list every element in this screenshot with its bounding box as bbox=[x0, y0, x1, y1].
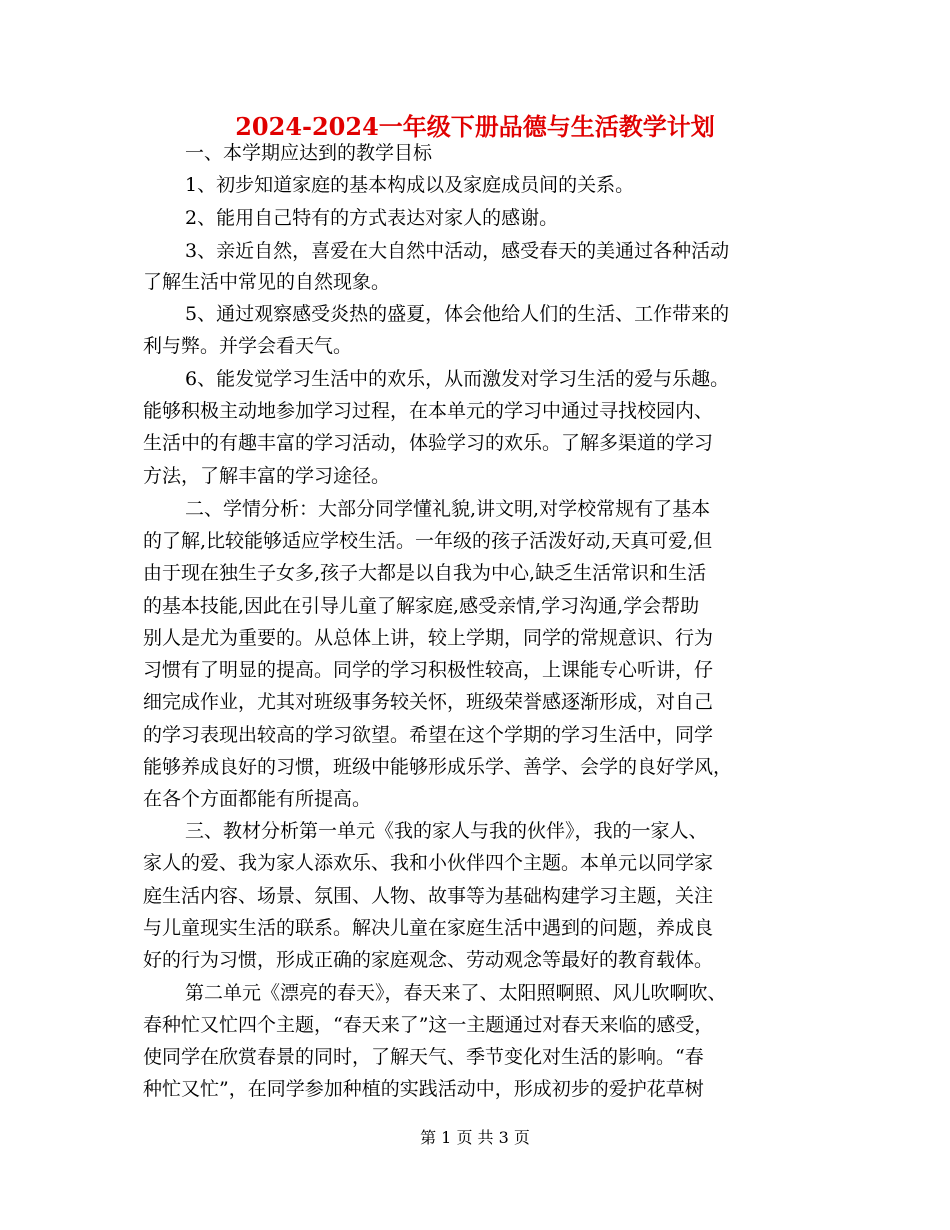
text-line: 的基本技能,因此在引导儿童了解家庭,感受亲情,学习沟通,学会帮助 bbox=[143, 595, 700, 617]
text-line: 生活中的有趣丰富的学习活动，体验学习的欢乐。了解多渠道的学习 bbox=[143, 432, 714, 454]
text-line: 能够积极主动地参加学习过程，在本单元的学习中通过寻找校园内、 bbox=[143, 400, 714, 422]
text-line: 方法，了解丰富的学习途径。 bbox=[143, 465, 391, 487]
page-footer: 第 1 页 共 3 页 bbox=[420, 1128, 530, 1147]
text-line: 一、本学期应达到的教学目标 bbox=[185, 142, 433, 164]
text-line: 了解生活中常见的自然现象。 bbox=[143, 271, 391, 293]
text-line: 习惯有了明显的提高。同学的学习积极性较高，上课能专心听讲，仔 bbox=[143, 659, 714, 681]
text-line: 家人的爱、我为家人添欢乐、我和小伙伴四个主题。本单元以同学家 bbox=[143, 852, 714, 874]
text-line: 的了解,比较能够适应学校生活。一年级的孩子活泼好动,天真可爱,但 bbox=[143, 530, 713, 552]
text-line: 春种忙又忙四个主题，“春天来了”这一主题通过对春天来临的感受， bbox=[143, 1014, 714, 1036]
text-line: 与儿童现实生活的联系。解决儿童在家庭生活中遇到的问题，养成良 bbox=[143, 917, 714, 939]
text-line: 3、亲近自然，喜爱在大自然中活动，感受春天的美通过各种活动 bbox=[185, 240, 730, 262]
text-line: 好的行为习惯，形成正确的家庭观念、劳动观念等最好的教育载体。 bbox=[143, 949, 714, 971]
text-line: 别人是尤为重要的。从总体上讲，较上学期，同学的常规意识、行为 bbox=[143, 627, 714, 649]
text-line: 的学习表现出较高的学习欲望。希望在这个学期的学习生活中，同学 bbox=[143, 724, 714, 746]
text-line: 能够养成良好的习惯，班级中能够形成乐学、善学、会学的良好学风， bbox=[143, 756, 733, 778]
page-title: 2024-2024一年级下册品德与生活教学计划 bbox=[235, 112, 715, 141]
text-line: 5、通过观察感受炎热的盛夏，体会他给人们的生活、工作带来的 bbox=[185, 303, 730, 325]
text-line: 利与弊。并学会看天气。 bbox=[143, 335, 353, 357]
text-line: 6、能发觉学习生活中的欢乐，从而激发对学习生活的爱与乐趣。 bbox=[185, 368, 730, 390]
text-line: 二、学情分析：大部分同学懂礼貌,讲文明,对学校常规有了基本 bbox=[185, 498, 711, 520]
text-line: 1、初步知道家庭的基本构成以及家庭成员间的关系。 bbox=[185, 174, 635, 196]
text-line: 细完成作业，尤其对班级事务较关怀，班级荣誉感逐渐形成，对自己 bbox=[143, 691, 714, 713]
text-line: 由于现在独生子女多,孩子大都是以自我为中心,缺乏生活常识和生活 bbox=[143, 562, 707, 584]
text-line: 2、能用自己特有的方式表达对家人的感谢。 bbox=[185, 207, 559, 229]
text-line: 使同学在欣赏春景的同时，了解天气、季节变化对生活的影响。“春 bbox=[143, 1046, 704, 1068]
text-line: 第二单元《漂亮的春天》，春天来了、太阳照啊照、风儿吹啊吹、 bbox=[185, 982, 727, 1004]
text-line: 种忙又忙”，在同学参加种植的实践活动中，形成初步的爱护花草树 bbox=[143, 1078, 704, 1100]
text-line: 在各个方面都能有所提高。 bbox=[143, 788, 372, 810]
text-line: 三、教材分析第一单元《我的家人与我的伙伴》，我的一家人、 bbox=[185, 820, 708, 842]
text-line: 庭生活内容、场景、氛围、人物、故事等为基础构建学习主题，关注 bbox=[143, 885, 714, 907]
